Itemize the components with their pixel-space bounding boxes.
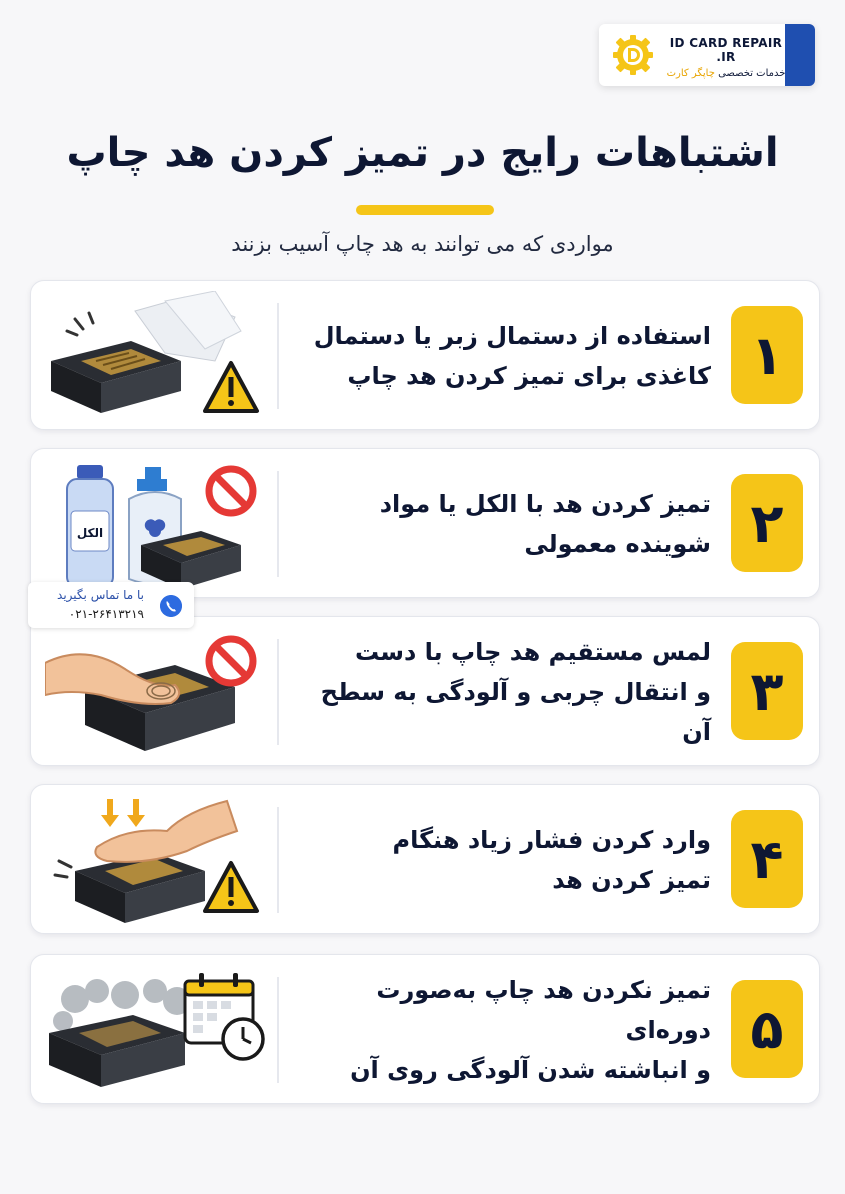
mistake-line-2: و انتقال چربی و آلودگی به سطح آن xyxy=(320,678,711,746)
mistake-line-1: وارد کردن فشار زیاد هنگام xyxy=(392,826,711,854)
mistake-line-1: لمس مستقیم هد چاپ با دست xyxy=(354,638,711,666)
dusty-printhead-illustration xyxy=(45,965,265,1095)
mistake-line-1: تمیز نکردن هد چاپ به‌صورت دوره‌ای xyxy=(376,976,711,1044)
mistake-text xyxy=(291,449,711,599)
mistake-line-2: شوینده معمولی xyxy=(524,530,711,558)
finger-touch-illustration xyxy=(45,627,265,757)
brand-title: ID CARD REPAIR .IR xyxy=(669,36,783,64)
mistake-text xyxy=(291,785,711,935)
warning-icon xyxy=(205,363,257,411)
card-divider xyxy=(277,977,279,1083)
mistake-text xyxy=(291,955,711,1105)
mistake-text xyxy=(291,617,711,767)
number-badge: ۵ xyxy=(731,980,803,1078)
mistake-line-1: تمیز کردن هد با الکل یا مواد xyxy=(379,490,711,518)
contact-label: با ما تماس بگیرید xyxy=(57,588,144,602)
mistake-line-2: کاغذی برای تمیز کردن هد چاپ xyxy=(347,362,711,390)
pressing-hand-illustration xyxy=(45,795,265,925)
number-badge: ۲ xyxy=(731,474,803,572)
card-divider xyxy=(277,303,279,409)
prohibited-icon xyxy=(209,639,253,683)
card-divider xyxy=(277,639,279,745)
mistake-card-1 xyxy=(30,280,820,430)
brand-subtitle-prefix: خدمات تخصصی xyxy=(718,68,786,79)
prohibited-icon xyxy=(209,469,253,513)
printhead-tissue-illustration xyxy=(45,291,265,421)
number-badge: ۴ xyxy=(731,810,803,908)
number-badge: ۳ xyxy=(731,642,803,740)
mistake-line-1: استفاده از دستمال زبر یا دستمال xyxy=(313,322,711,350)
mistake-card-5 xyxy=(30,954,820,1104)
page-subtitle: مواردی که می توانند به هد چاپ آسیب بزنند xyxy=(231,232,614,256)
card-divider xyxy=(277,807,279,913)
phone-icon[interactable] xyxy=(160,595,182,617)
mistake-card-2 xyxy=(30,448,820,598)
calendar-clock-icon xyxy=(185,973,263,1059)
brand-subtitle-highlight: چاپگر کارت xyxy=(666,68,715,79)
contact-widget[interactable] xyxy=(28,582,194,628)
warning-icon xyxy=(205,863,257,911)
mistake-card-4 xyxy=(30,784,820,934)
mistake-card-3 xyxy=(30,616,820,766)
contact-phone[interactable]: ۰۲۱-۲۶۴۱۳۲۱۹ xyxy=(68,607,144,621)
page-title: اشتباهات رایج در تمیز کردن هد چاپ xyxy=(66,130,779,176)
brand-badge[interactable] xyxy=(599,24,815,86)
brand-strip xyxy=(785,24,815,86)
brand-subtitle xyxy=(661,68,791,79)
mistake-text xyxy=(291,281,711,431)
title-underline xyxy=(356,205,494,215)
mistake-line-2: و انباشته شدن آلودگی روی آن xyxy=(350,1056,711,1084)
alcohol-bottle-illustration xyxy=(45,459,265,589)
gear-d-logo-icon xyxy=(611,33,655,77)
card-divider xyxy=(277,471,279,577)
bottle-label: الکل xyxy=(76,526,104,540)
mistake-line-2: تمیز کردن هد xyxy=(552,866,711,894)
number-badge: ۱ xyxy=(731,306,803,404)
